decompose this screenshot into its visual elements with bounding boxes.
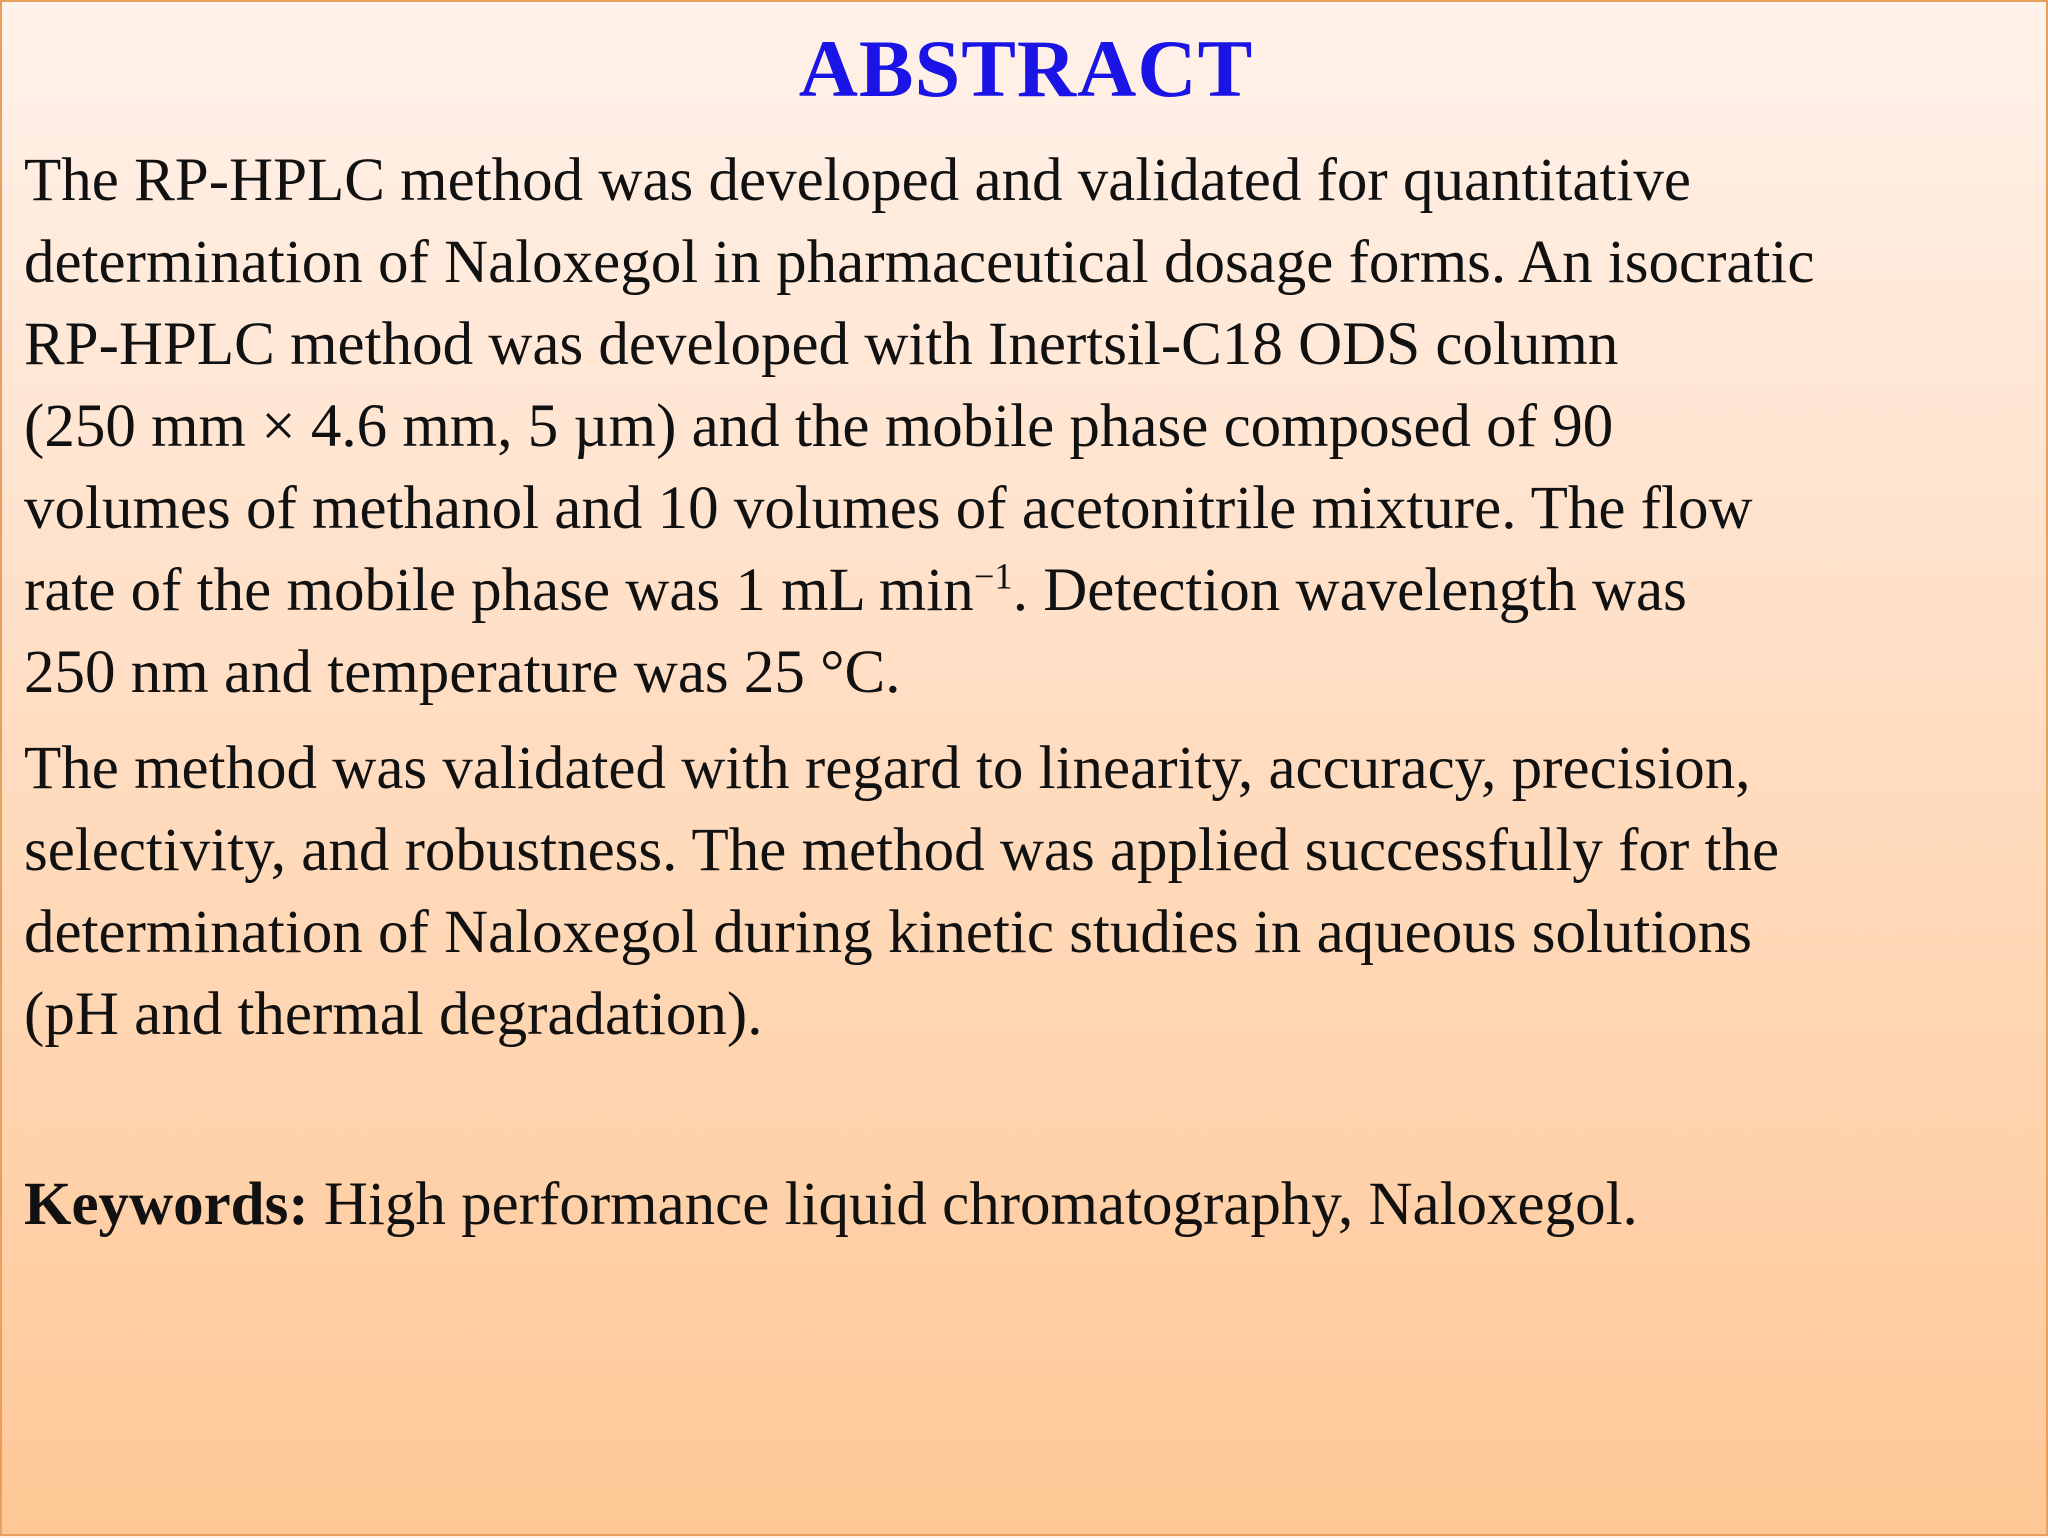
slide-title: ABSTRACT (798, 23, 1254, 114)
paragraph-line: (250 mm × 4.6 mm, 5 µm) and the mobile phase composed of 90 (24, 393, 1614, 460)
paragraph-line: determination of Naloxegol during kinetic studies in aqueous solutions (24, 899, 1753, 966)
paragraph-line: (pH and thermal degradation). (24, 981, 763, 1048)
exponent-superscript: −1 (973, 555, 1013, 597)
paragraph-line: The RP-HPLC method was developed and validated for quantitative (24, 147, 1691, 214)
abstract-paragraph-1 (24, 140, 2028, 714)
abstract-paragraph-2 (24, 728, 2028, 1056)
paragraph-line: RP-HPLC method was developed with Inertsil-C18 ODS column (24, 311, 1619, 378)
paragraph-line: determination of Naloxegol in pharmaceutical dosage forms. An isocratic (24, 229, 1815, 296)
keywords-line (24, 1164, 2028, 1246)
paragraph-line (24, 550, 2028, 632)
paragraph-line: selectivity, and robustness. The method was applied successfully for the (24, 817, 1780, 884)
keywords-text: High performance liquid chromatography, Naloxegol. (308, 1171, 1638, 1238)
slide (2, 2, 2048, 1538)
paragraph-line: 250 nm and temperature was 25 °C. (24, 639, 901, 706)
paragraph-line: The method was validated with regard to linearity, accuracy, precision, (24, 735, 1751, 802)
detection-text: . Detection wavelength was (1012, 557, 1687, 624)
flow-rate-text: rate of the mobile phase was 1 mL min (24, 557, 974, 624)
paragraph-line: volumes of methanol and 10 volumes of acetonitrile mixture. The flow (24, 475, 1753, 542)
keywords-label: Keywords: (24, 1171, 309, 1238)
